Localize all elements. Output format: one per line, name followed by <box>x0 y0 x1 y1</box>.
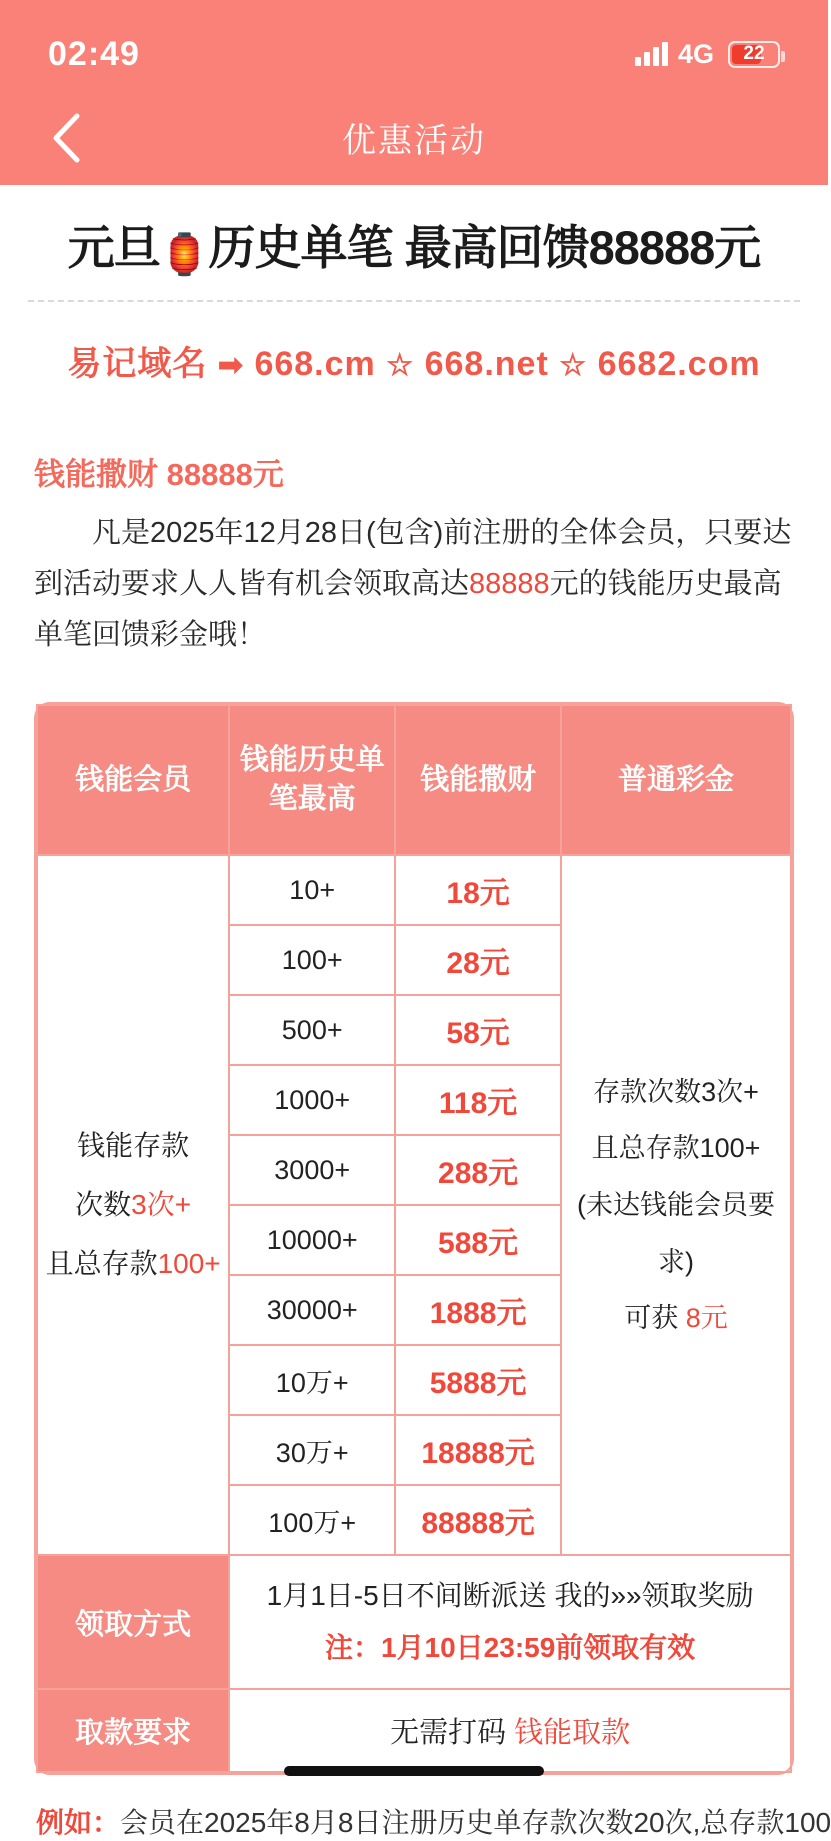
claim-method-cell <box>229 1555 791 1689</box>
battery-level-label: 22 <box>743 43 765 64</box>
page-content <box>0 185 831 1841</box>
tier-value: 10000+ <box>229 1205 395 1275</box>
normal-line-1: 存款次数3次+ <box>593 1076 759 1107</box>
normal-line-2: 且总存款100+ <box>591 1133 761 1164</box>
table-row <box>37 855 791 925</box>
tier-value: 10+ <box>229 855 395 925</box>
tier-value: 100万+ <box>229 1485 395 1555</box>
rewards-table <box>36 704 792 1773</box>
network-type-label: 4G <box>677 38 714 69</box>
claim-method-line: 1月1日-5日不间断派送 我的»»领取奖励 <box>266 1580 754 1612</box>
promo-amount-highlight: 88888 <box>469 567 550 600</box>
bonus-value: 118元 <box>395 1065 561 1135</box>
status-indicators <box>635 39 780 70</box>
promo-paragraph-part2: 元的钱能历史最高单笔回馈彩金哦！ <box>34 567 782 651</box>
status-bar <box>0 0 828 90</box>
lantern-icon: 🏮 <box>159 233 209 277</box>
star-icon-1: ☆ <box>386 349 415 382</box>
withdraw-highlight: 钱能取款 <box>514 1716 631 1749</box>
table-header-row <box>37 705 791 855</box>
chevron-left-icon <box>49 111 83 165</box>
normal-bonus-cell <box>561 855 791 1555</box>
member-req-line-3: 且总存款100+ <box>45 1247 221 1279</box>
nav-bar <box>0 90 828 185</box>
bonus-value: 18元 <box>395 855 561 925</box>
normal-line-3: (未达钱能会员要 <box>577 1189 775 1220</box>
table-row-withdraw <box>37 1689 791 1772</box>
claim-method-label: 领取方式 <box>37 1555 229 1689</box>
rewards-table-wrapper <box>34 702 794 1775</box>
signal-bars-icon <box>635 42 668 66</box>
col-header-normal-bonus: 普通彩金 <box>561 705 791 855</box>
col-header-member: 钱能会员 <box>37 705 229 855</box>
back-button[interactable] <box>36 108 96 168</box>
withdraw-text: 无需打码 <box>390 1716 507 1749</box>
tier-value: 10万+ <box>229 1345 395 1415</box>
tier-value: 3000+ <box>229 1135 395 1205</box>
battery-icon <box>728 41 780 68</box>
withdraw-requirement-cell <box>229 1689 791 1772</box>
normal-line-5: 可获 8元 <box>624 1303 728 1334</box>
headline <box>28 185 800 300</box>
domain-2[interactable]: 668.net <box>424 345 549 383</box>
promo-paragraph <box>28 508 800 660</box>
tier-value: 100+ <box>229 925 395 995</box>
home-indicator[interactable] <box>284 1766 544 1776</box>
member-requirement-cell <box>37 855 229 1555</box>
bonus-value: 28元 <box>395 925 561 995</box>
promo-paragraph-part1: 凡是2025年12月28日(包含)前注册的全体会员，只要达到活动要求人人皆有机会领取高达 <box>34 517 792 600</box>
section-title: 钱能撒财 88888元 <box>34 457 284 492</box>
star-icon-2: ☆ <box>559 349 588 382</box>
bonus-value: 1888元 <box>395 1275 561 1345</box>
domain-line <box>28 302 800 415</box>
bonus-value: 288元 <box>395 1135 561 1205</box>
example-tag: 例如： <box>36 1806 121 1838</box>
claim-method-note: 注：1月10日23:59前领取有效 <box>324 1632 696 1664</box>
domain-1[interactable]: 668.cm <box>254 345 376 383</box>
bonus-value: 58元 <box>395 995 561 1065</box>
tier-value: 500+ <box>229 995 395 1065</box>
page-title: 优惠活动 <box>342 122 486 160</box>
member-req-line-2: 次数3次+ <box>75 1188 192 1220</box>
domain-label: 易记域名 <box>67 345 208 383</box>
bonus-value: 588元 <box>395 1205 561 1275</box>
tier-value: 1000+ <box>229 1065 395 1135</box>
table-row-claim <box>37 1555 791 1689</box>
example-line <box>28 1775 831 1841</box>
col-header-bonus: 钱能撒财 <box>395 705 561 855</box>
headline-prefix: 元旦 <box>67 221 160 274</box>
member-req-line-1: 钱能存款 <box>77 1130 190 1162</box>
bonus-value: 88888元 <box>395 1485 561 1555</box>
bonus-value: 5888元 <box>395 1345 561 1415</box>
headline-suffix: 历史单笔 最高回馈88888元 <box>208 221 761 274</box>
example-text: 会员在2025年8月8日注册历史单存款次数20次,总存款100 <box>120 1806 831 1838</box>
tier-value: 30万+ <box>229 1415 395 1485</box>
status-time: 02:49 <box>48 34 140 73</box>
col-header-history-max: 钱能历史单笔最高 <box>229 705 395 855</box>
normal-line-4: 求) <box>658 1246 694 1277</box>
bonus-value: 18888元 <box>395 1415 561 1485</box>
arrow-icon: ➡ <box>217 349 244 382</box>
withdraw-requirement-label: 取款要求 <box>37 1689 229 1772</box>
domain-3[interactable]: 6682.com <box>597 345 761 383</box>
tier-value: 30000+ <box>229 1275 395 1345</box>
